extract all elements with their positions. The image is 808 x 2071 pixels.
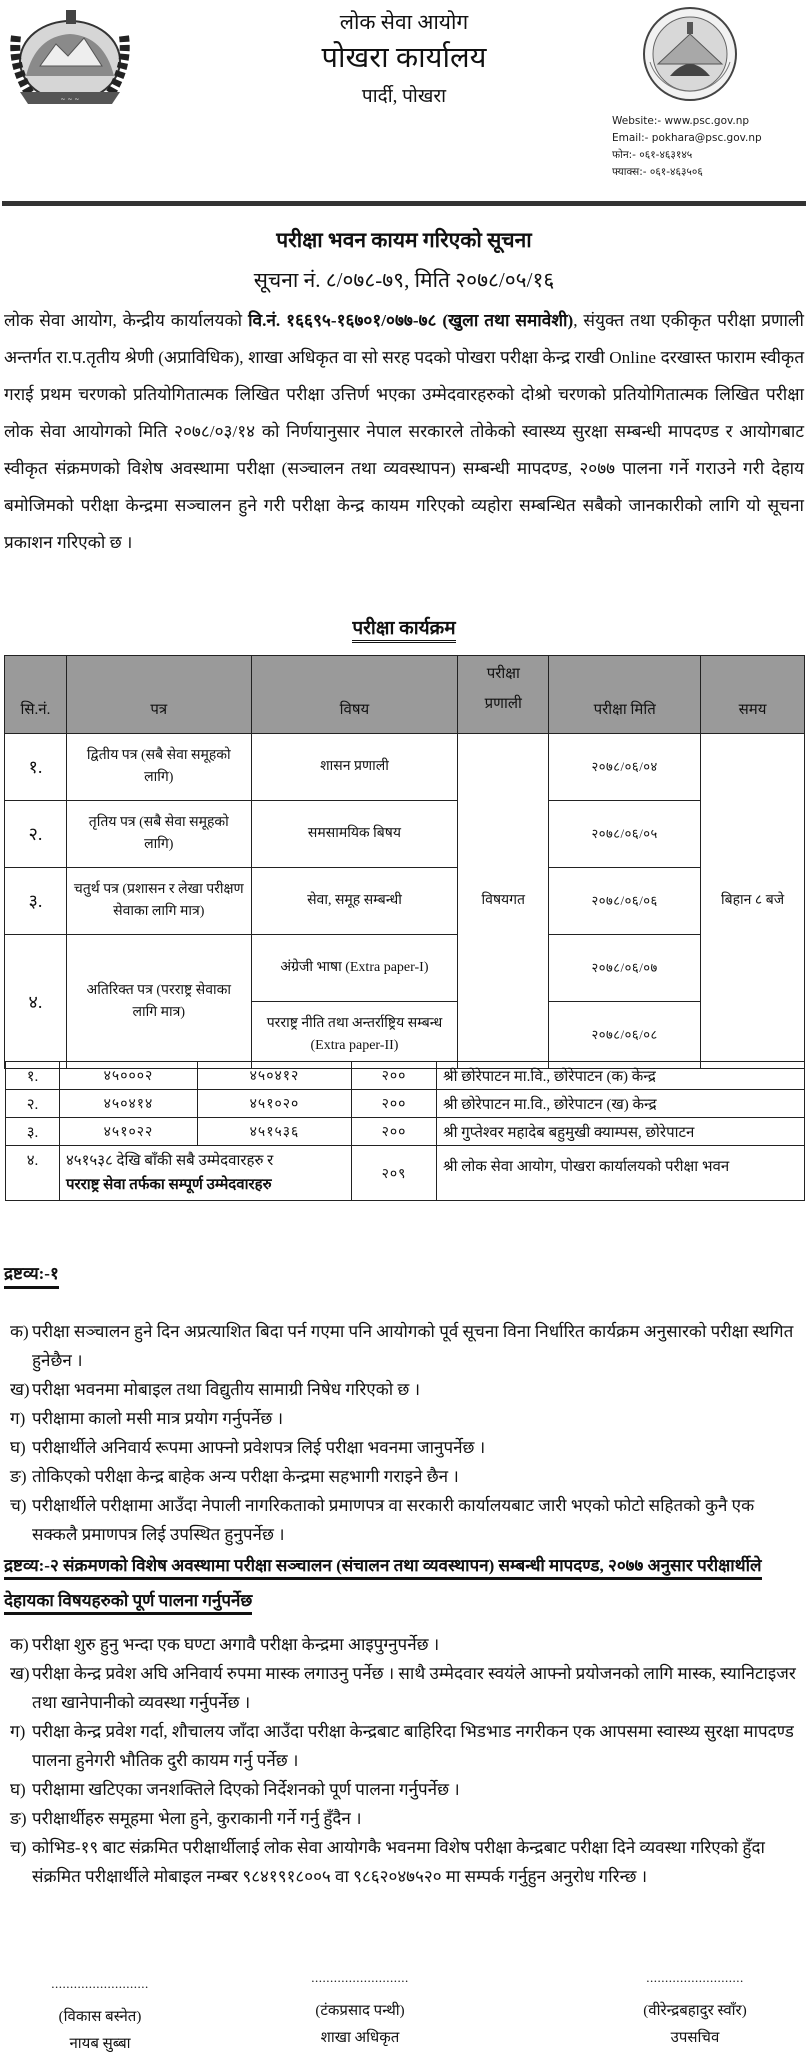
row-date: २०७८/०६/०४: [549, 734, 701, 801]
signatory-title: नायब सुब्बा: [69, 2036, 131, 2052]
roll-range: [60, 1146, 352, 1201]
list-item: [10, 1491, 800, 1549]
header-serial: सि.नं.: [5, 656, 67, 734]
exam-schedule-table: [4, 655, 805, 1069]
item-marker: ख): [10, 1664, 30, 1683]
signature-line: ..........................: [51, 1976, 149, 1991]
list-item: [10, 1804, 800, 1833]
item-marker: ख): [10, 1380, 30, 1399]
note-2-list: [10, 1630, 800, 1891]
roll-from: ४५०००२: [60, 1062, 198, 1090]
item-text: परीक्षार्थीले अनिवार्य रूपमा आफ्नो प्रवेशपत्र लिई परीक्षा भवनमा जानुपर्नेछ ।: [32, 1438, 486, 1457]
item-marker: घ): [10, 1438, 26, 1457]
row-subject: अंग्रेजी भाषा (Extra paper-I): [251, 935, 458, 1002]
header-exam-system: [458, 656, 549, 734]
note-1-heading: द्रष्टव्य:-१: [4, 1263, 59, 1289]
roll-to: ४५१५३६: [198, 1118, 352, 1146]
centre-name: श्री गुप्तेश्वर महादेब बहुमुखी क्याम्पस, छोरेपाटन: [437, 1118, 805, 1146]
list-item: [10, 1375, 800, 1404]
item-text: परीक्षामा कालो मसी मात्र प्रयोग गर्नुपर्नेछ ।: [32, 1409, 284, 1428]
row-paper: अतिरिक्त पत्र (परराष्ट्र सेवाका लागि मात्र): [66, 935, 251, 1069]
notice-body-text: , संयुक्त तथा एकीकृत परीक्षा प्रणाली अन्तर्गत रा.प.तृतीय श्रेणी (अप्राविधिक), शाखा अधिकृत वा सो सरह पदको पोखरा परीक्षा केन्द्र राखी Online दरखास्त फाराम स्वीकृत गराई प्रथम चरणको प्रतियोगितात्मक लिखित परीक्षा उत्तिर्ण भएका उम्मेदवारहरुको दोश्रो चरणको प्रतियोगितात्मक लिखित परीक्षा लोक सेवा आयोगको मिति २०७८/०३/१४ को निर्णयानुसार नेपाल सरकारले तोकेको स्वास्थ्य सुरक्षा सम्बन्धी मापदण्ड र आयोगबाट स्वीकृत संक्रमणको विशेष अवस्थामा परीक्षा (सञ्चालन तथा व्यवस्थापन) सम्बन्धी मापदण्ड, २०७७ पालना गर्ने गराउने गरी देहाय बमोजिमको परीक्षा केन्द्रमा सञ्चालन हुने गरी परीक्षा केन्द्र कायम गरिएको व्यहोरा सम्बन्धित सबैको जानकारीको लागि यो सूचना प्रकाशन गरिएको छ ।: [4, 311, 805, 552]
table-row: [5, 935, 805, 1002]
table-header-row: [5, 656, 805, 734]
header-divider: [2, 201, 806, 206]
roll-from: ४५०४१४: [60, 1090, 198, 1118]
candidate-count: २००: [352, 1118, 437, 1146]
centre-name: श्री छोरेपाटन मा.वि., छोरेपाटन (क) केन्द्र: [437, 1062, 805, 1090]
signatory-title: शाखा अधिकृत: [320, 2030, 400, 2046]
roll-range-bold: परराष्ट्र सेवा तर्फका सम्पूर्ण उम्मेदवारहरु: [66, 1177, 272, 1193]
item-marker: च): [10, 1496, 27, 1515]
item-text: तोकिएको परीक्षा केन्द्र बाहेक अन्य परीक्षा केन्द्रमा सहभागी गराइने छैन ।: [32, 1467, 459, 1486]
signatory-name: (विकास बस्नेत): [58, 2009, 142, 2025]
item-marker: ग): [10, 1409, 26, 1428]
header-exam-system-text: परीक्षा प्रणाली: [484, 666, 522, 712]
item-text: परीक्षार्थीले परीक्षामा आउँदा नेपाली नागरिकताको प्रमाणपत्र वा सरकारी कार्यालयबाट जारी भएको फोटो सहितको कुनै एक सक्कलै प्रमाणपत्र लिई उपस्थित हुनुपर्नेछ ।: [32, 1496, 755, 1544]
centre-name: श्री छोरेपाटन मा.वि., छोरेपाटन (ख) केन्द्र: [437, 1090, 805, 1118]
table-row: [6, 1146, 805, 1201]
signature-block: [605, 1970, 785, 2052]
signature-line: ..........................: [646, 1970, 744, 1985]
schedule-title-text: परीक्षा कार्यक्रम: [352, 618, 455, 643]
notice-number: सूचना नं. ८/०७८-७९, मिति २०७८/०५/१६: [253, 268, 555, 292]
candidate-count: २०९: [352, 1146, 437, 1201]
centre-serial: २.: [6, 1090, 60, 1118]
item-marker: घ): [10, 1780, 26, 1799]
schedule-title: [0, 614, 808, 640]
svg-text:~ ~ ~: ~ ~ ~: [60, 96, 80, 103]
centre-serial: ३.: [6, 1118, 60, 1146]
exam-time-cell: बिहान ८ बजे: [701, 734, 805, 1069]
header-subject: विषय: [251, 656, 458, 734]
table-row: [6, 1062, 805, 1090]
note-2-heading-text: द्रष्टव्य:-२ संक्रमणको विशेष अवस्थामा परीक्षा सञ्चालन (संचालन तथा व्यवस्थापन) सम्बन्धी मापदण्ड, २०७७ अनुसार परीक्षार्थीले देहायका विषयहरुको पूर्ण पालना गर्नुपर्नेछ: [4, 1556, 762, 1615]
phone-text: फोन:- ०६१-४६३१४५: [612, 149, 693, 161]
row-subject: परराष्ट्र नीति तथा अन्तर्राष्ट्रिय सम्बन्ध (Extra paper-II): [251, 1002, 458, 1069]
organization-name: लोक सेवा आयोग: [339, 10, 469, 34]
item-marker: ङ): [10, 1809, 27, 1828]
table-row: [6, 1090, 805, 1118]
table-row: [6, 1118, 805, 1146]
item-marker: क): [10, 1322, 29, 1341]
header-time: समय: [701, 656, 805, 734]
signature-line: ..........................: [311, 1970, 409, 1985]
office-name: पोखरा कार्यालय: [321, 42, 487, 74]
header-paper: पत्र: [66, 656, 251, 734]
roll-range-text: ४५१५३८ देखि बाँकी सबै उम्मेदवारहरु र: [66, 1153, 274, 1169]
row-subject: समसामयिक बिषय: [251, 801, 458, 868]
row-serial: १.: [5, 734, 67, 801]
row-serial: २.: [5, 801, 67, 868]
list-item: [10, 1775, 800, 1804]
notice-title: परीक्षा भवन कायम गरिएको सूचना: [276, 228, 532, 252]
item-text: परीक्षा शुरु हुनु भन्दा एक घण्टा अगावै परीक्षा केन्द्रमा आइपुग्नुपर्नेछ ।: [32, 1635, 440, 1654]
list-item: [10, 1462, 800, 1491]
item-text: परीक्षा केन्द्र प्रवेश गर्दा, शौचालय जाँदा आउँदा परीक्षा केन्द्रबाट बाहिरिदा भिडभाड नगरीकन एक आपसमा स्वास्थ्य सुरक्षा मापदण्ड पालना हुनेगरी भौतिक दुरी कायम गर्नु पर्नेछ ।: [32, 1722, 794, 1770]
list-item: [10, 1659, 800, 1717]
item-text: कोभिड-१९ बाट संक्रमित परीक्षार्थीलाई लोक सेवा आयोगकै भवनमा विशेष परीक्षा केन्द्रबाट परीक्षा दिने व्यवस्था गरिएको हुँदा संक्रमित परीक्षार्थीले मोबाइल नम्बर ९८४१९१८००५ वा ९८६२०४७५२० मा सम्पर्क गर्नुहुन अनुरोध गरिन्छ ।: [32, 1838, 765, 1886]
row-date: २०७८/०६/०७: [549, 935, 701, 1002]
table-row: [5, 734, 805, 801]
notice-body-text: लोक सेवा आयोग, केन्द्रीय कार्यालयको: [4, 311, 249, 330]
candidate-count: २००: [352, 1090, 437, 1118]
advertisement-number: वि.नं. १६६९५-१६७०१/०७७-७८ (खुला तथा समावेशी): [248, 311, 574, 330]
exam-centre-table: [5, 1061, 805, 1201]
signatory-title: उपसचिव: [670, 2030, 720, 2046]
header-exam-date: परीक्षा मिति: [549, 656, 701, 734]
item-marker: च): [10, 1838, 27, 1857]
candidate-count: २००: [352, 1062, 437, 1090]
row-paper: द्वितीय पत्र (सबै सेवा समूहको लागि): [66, 734, 251, 801]
row-date: २०७८/०६/०५: [549, 801, 701, 868]
item-text: परीक्षा केन्द्र प्रवेश अघि अनिवार्य रुपमा मास्क लगाउनु पर्नेछ । साथै उम्मेदवार स्वयंले आफ्नो प्रयोजनको लागि मास्क, स्यानिटाइजर तथा खानेपानीको व्यवस्था गर्नुपर्नेछ ।: [32, 1664, 796, 1712]
note-2-heading: [4, 1548, 764, 1618]
notice-body: [4, 302, 804, 561]
website-text: Website:- www.psc.gov.np: [612, 115, 750, 127]
table-row: [5, 868, 805, 935]
roll-from: ४५१०२२: [60, 1118, 198, 1146]
row-paper: तृतिय पत्र (सबै सेवा समूहको लागि): [66, 801, 251, 868]
row-paper: चतुर्थ पत्र (प्रशासन र लेखा परीक्षण सेवाका लागि मात्र): [66, 868, 251, 935]
signatory-name: (वीरेन्द्रबहादुर स्वाँर): [643, 2003, 747, 2019]
item-marker: ङ): [10, 1467, 27, 1486]
roll-to: ४५०४१२: [198, 1062, 352, 1090]
signature-block: [10, 1976, 190, 2058]
centre-serial: ४.: [6, 1146, 60, 1201]
row-subject: शासन प्रणाली: [251, 734, 458, 801]
item-text: परीक्षा सञ्चालन हुने दिन अप्रत्याशित बिदा पर्न गएमा पनि आयोगको पूर्व सूचना विना निर्धारित कार्यक्रम अनुसारको परीक्षा स्थगित हुनेछैन ।: [32, 1322, 794, 1370]
office-address: पार्दी, पोखरा: [361, 86, 447, 107]
centre-name: श्री लोक सेवा आयोग, पोखरा कार्यालयको परीक्षा भवन: [437, 1146, 805, 1201]
exam-system-cell: विषयगत: [458, 734, 549, 1069]
list-item: [10, 1433, 800, 1462]
signature-block: [270, 1970, 450, 2052]
item-text: परीक्षामा खटिएका जनशक्तिले दिएको निर्देशनको पूर्ण पालना गर्नुपर्नेछ ।: [32, 1780, 460, 1799]
item-text: परीक्षार्थीहरु समूहमा भेला हुने, कुराकानी गर्ने गर्नु हुँदैन ।: [32, 1809, 362, 1828]
row-date: २०७८/०६/०६: [549, 868, 701, 935]
row-serial: ३.: [5, 868, 67, 935]
row-serial: ४.: [5, 935, 67, 1069]
item-marker: ग): [10, 1722, 26, 1741]
list-item: [10, 1404, 800, 1433]
note-1-list: [10, 1317, 800, 1549]
table-row: [5, 801, 805, 868]
email-text: Email:- pokhara@psc.gov.np: [612, 132, 762, 144]
contact-info: [612, 113, 762, 181]
list-item: [10, 1317, 800, 1375]
list-item: [10, 1630, 800, 1659]
item-text: परीक्षा भवनमा मोबाइल तथा विद्युतीय सामाग्री निषेध गरिएको छ ।: [32, 1380, 421, 1399]
row-date: २०७८/०६/०८: [549, 1002, 701, 1069]
list-item: [10, 1833, 800, 1891]
signatory-name: (टंकप्रसाद पन्थी): [315, 2003, 405, 2019]
letterhead: [0, 0, 808, 200]
centre-serial: १.: [6, 1062, 60, 1090]
psc-seal-icon: [636, 4, 744, 104]
roll-to: ४५१०२०: [198, 1090, 352, 1118]
row-subject: सेवा, समूह सम्बन्धी: [251, 868, 458, 935]
fax-text: फ्याक्स:- ०६१-४६३५०६: [612, 166, 703, 178]
item-marker: क): [10, 1635, 29, 1654]
list-item: [10, 1717, 800, 1775]
